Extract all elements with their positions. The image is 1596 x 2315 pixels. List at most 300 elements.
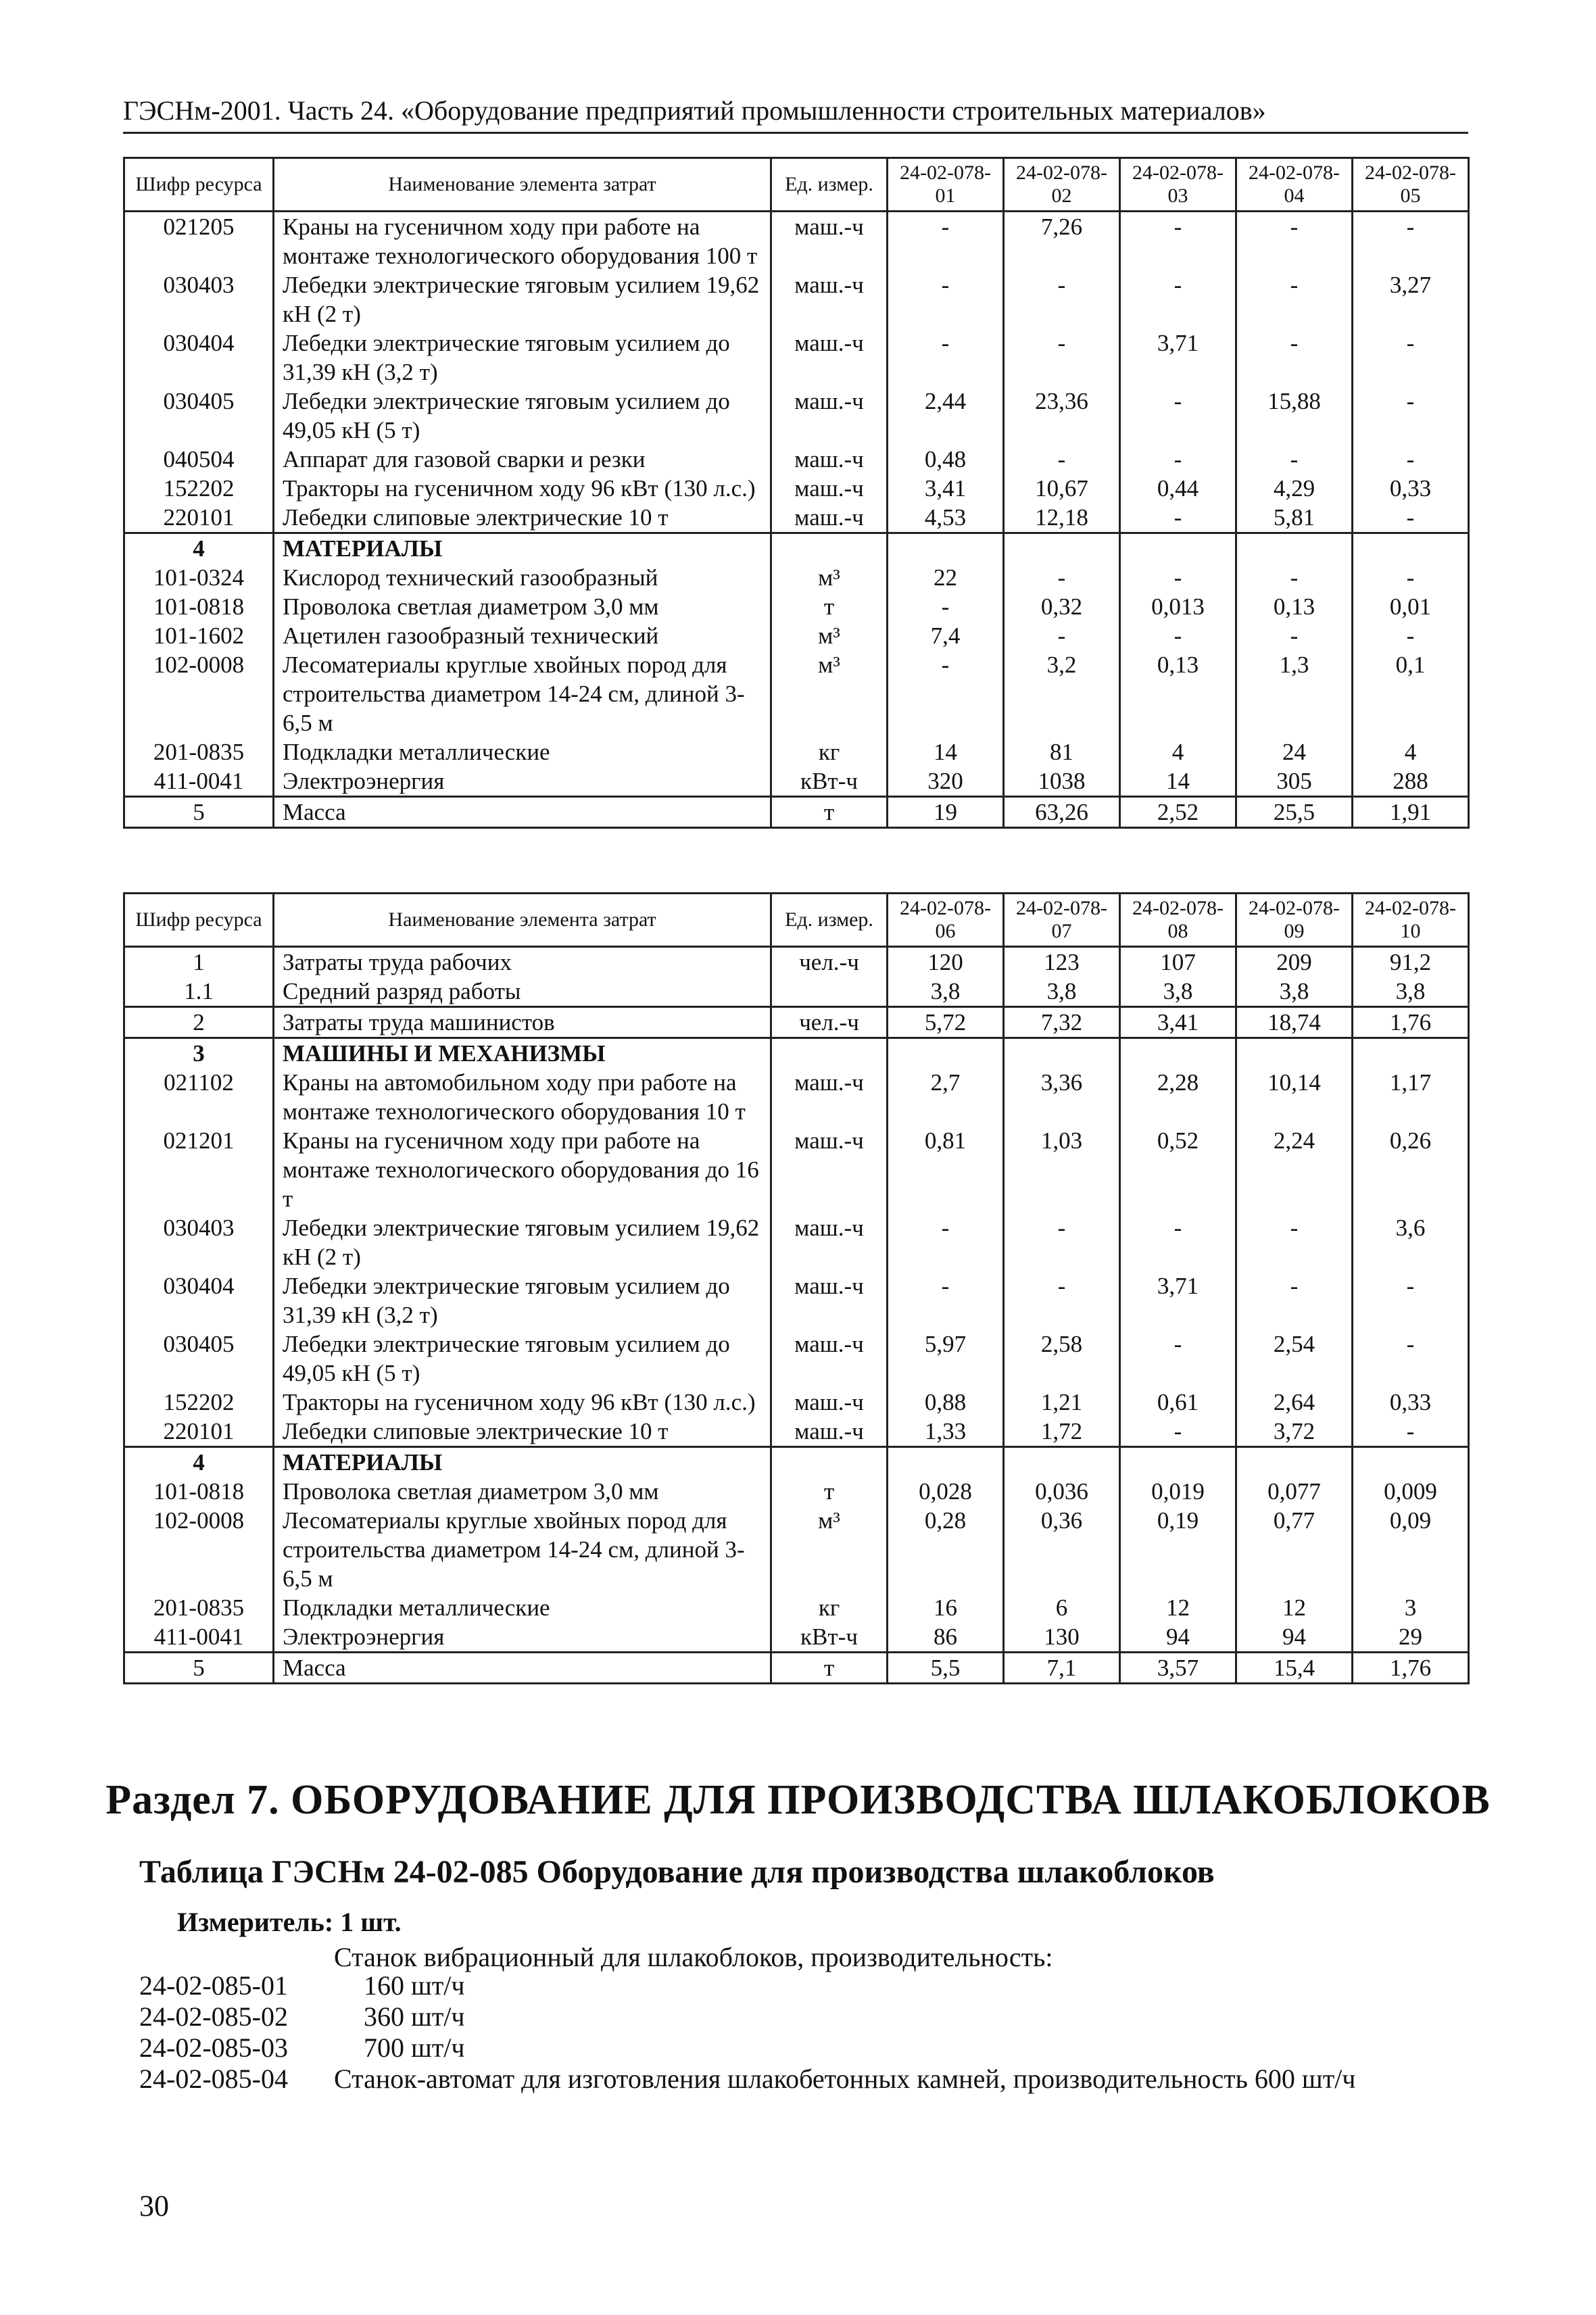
value-cell: 1,76 [1353, 1653, 1469, 1684]
value-cell: 16 [888, 1593, 1004, 1622]
norm-code: 24-02-085-02 [139, 2001, 288, 2032]
value-cell: - [1353, 1417, 1469, 1447]
column-header-norm: 24-02-078-09 [1236, 894, 1353, 947]
resource-name-cell: Аппарат для газовой сварки и резки [274, 445, 771, 474]
value-cell: - [1236, 563, 1353, 592]
value-cell: 3,72 [1236, 1417, 1353, 1447]
value-cell: 3,6 [1353, 1213, 1469, 1271]
value-cell: 4,29 [1236, 474, 1353, 503]
resource-code-cell: 2 [124, 1007, 274, 1038]
resource-code-cell: 030403 [124, 1213, 274, 1271]
value-cell [1353, 1447, 1469, 1478]
value-cell: - [1353, 563, 1469, 592]
value-cell: - [1120, 503, 1236, 533]
table-row [124, 1213, 1469, 1271]
unit-cell: маш.-ч [771, 1330, 888, 1388]
unit-cell: маш.-ч [771, 270, 888, 328]
table-row [124, 1622, 1469, 1653]
resource-table-2 [123, 892, 1470, 1684]
resource-code-cell: 411-0041 [124, 1622, 274, 1653]
value-cell: 81 [1004, 737, 1120, 766]
column-header-name: Наименование элемента затрат [274, 158, 771, 212]
value-cell: 0,019 [1120, 1477, 1236, 1506]
table-row [124, 650, 1469, 737]
column-header-norm: 24-02-078-07 [1004, 894, 1120, 947]
value-cell: 4 [1120, 737, 1236, 766]
value-cell: 0,077 [1236, 1477, 1353, 1506]
resource-name-cell: Затраты труда рабочих [274, 947, 771, 977]
resource-code-cell: 030403 [124, 270, 274, 328]
resource-code-cell: 4 [124, 1447, 274, 1478]
value-cell: 2,58 [1004, 1330, 1120, 1388]
value-cell: 1,76 [1353, 1007, 1469, 1038]
unit-cell: маш.-ч [771, 1388, 888, 1417]
unit-cell: маш.-ч [771, 1126, 888, 1213]
value-cell: 3,8 [1004, 977, 1120, 1007]
column-header-norm: 24-02-078-01 [888, 158, 1004, 212]
value-cell: 209 [1236, 947, 1353, 977]
value-cell: 2,7 [888, 1068, 1004, 1126]
resource-code-cell: 4 [124, 533, 274, 564]
resource-code-cell: 021201 [124, 1126, 274, 1213]
value-cell: 3,8 [888, 977, 1004, 1007]
value-cell: 0,26 [1353, 1126, 1469, 1213]
table-row [124, 1653, 1469, 1684]
resource-name-cell: Затраты труда машинистов [274, 1007, 771, 1038]
table-row [124, 592, 1469, 621]
unit-cell: маш.-ч [771, 1417, 888, 1447]
value-cell: 1038 [1004, 766, 1120, 797]
norm-description: 360 шт/ч [364, 2001, 465, 2032]
unit-cell [771, 1038, 888, 1069]
value-cell: 10,67 [1004, 474, 1120, 503]
value-cell: 2,24 [1236, 1126, 1353, 1213]
value-cell: 24 [1236, 737, 1353, 766]
unit-cell: м³ [771, 563, 888, 592]
value-cell: 123 [1004, 947, 1120, 977]
value-cell: - [1236, 1271, 1353, 1330]
column-header-unit: Ед. измер. [771, 894, 888, 947]
table-header [124, 894, 1469, 947]
value-cell: 3,36 [1004, 1068, 1120, 1126]
value-cell: - [888, 270, 1004, 328]
value-cell: 6 [1004, 1593, 1120, 1622]
value-cell: 0,77 [1236, 1506, 1353, 1593]
value-cell: 0,81 [888, 1126, 1004, 1213]
value-cell: 1,72 [1004, 1417, 1120, 1447]
value-cell: 3,8 [1120, 977, 1236, 1007]
value-cell: 0,36 [1004, 1506, 1120, 1593]
value-cell: - [888, 1271, 1004, 1330]
value-cell: 0,13 [1120, 650, 1236, 737]
value-cell: - [1353, 503, 1469, 533]
code-list-item [139, 2064, 1355, 2095]
value-cell: 320 [888, 766, 1004, 797]
value-cell: - [1004, 328, 1120, 387]
value-cell: - [1004, 1271, 1120, 1330]
value-cell: 0,52 [1120, 1126, 1236, 1213]
resource-name-cell: Тракторы на гусеничном ходу 96 кВт (130 л.с.) [274, 1388, 771, 1417]
resource-name-cell: Подкладки металлические [274, 737, 771, 766]
resource-name-cell: Краны на автомобильном ходу при работе на монтаже технологического оборудования 10 т [274, 1068, 771, 1126]
unit-cell: маш.-ч [771, 445, 888, 474]
value-cell: 25,5 [1236, 797, 1353, 828]
value-cell: 5,97 [888, 1330, 1004, 1388]
table-row [124, 445, 1469, 474]
column-header-name: Наименование элемента затрат [274, 894, 771, 947]
resource-name-cell: Проволока светлая диаметром 3,0 мм [274, 1477, 771, 1506]
resource-name-cell: Лебедки электрические тяговым усилием до 49,05 кН (5 т) [274, 387, 771, 445]
resource-code-cell: 101-0324 [124, 563, 274, 592]
table-row [124, 1593, 1469, 1622]
resource-name-cell: Лесоматериалы круглые хвойных пород для строительства диаметром 14-24 см, длиной 3-6,5 м [274, 650, 771, 737]
resource-code-cell: 101-1602 [124, 621, 274, 650]
unit-cell [771, 1447, 888, 1478]
value-cell: 0,028 [888, 1477, 1004, 1506]
value-cell: - [1120, 387, 1236, 445]
value-cell [1236, 1038, 1353, 1069]
value-cell: 0,88 [888, 1388, 1004, 1417]
value-cell: 5,5 [888, 1653, 1004, 1684]
value-cell: 5,72 [888, 1007, 1004, 1038]
value-cell: - [1236, 621, 1353, 650]
code-list-item [139, 2032, 1355, 2064]
resource-name-cell: Ацетилен газообразный технический [274, 621, 771, 650]
value-cell [1004, 1038, 1120, 1069]
value-cell: - [1120, 1330, 1236, 1388]
unit-cell: чел.-ч [771, 947, 888, 977]
unit-cell: маш.-ч [771, 474, 888, 503]
value-cell: - [1120, 270, 1236, 328]
value-cell: 18,74 [1236, 1007, 1353, 1038]
table-row [124, 212, 1469, 271]
value-cell: - [1236, 212, 1353, 271]
table-row [124, 766, 1469, 797]
value-cell: 7,4 [888, 621, 1004, 650]
column-header-norm: 24-02-078-05 [1353, 158, 1469, 212]
table-title: Таблица ГЭСНм 24-02-085 Оборудование для производства шлакоблоков [139, 1854, 1215, 1890]
value-cell: - [1236, 270, 1353, 328]
value-cell: - [1353, 387, 1469, 445]
value-cell: 2,44 [888, 387, 1004, 445]
resource-name-cell: Электроэнергия [274, 1622, 771, 1653]
value-cell: - [888, 592, 1004, 621]
table-row [124, 947, 1469, 977]
value-cell: - [1120, 212, 1236, 271]
value-cell: 1,3 [1236, 650, 1353, 737]
resource-name-cell: МАТЕРИАЛЫ [274, 1447, 771, 1478]
value-cell: 19 [888, 797, 1004, 828]
value-cell: 0,09 [1353, 1506, 1469, 1593]
column-header-norm: 24-02-078-03 [1120, 158, 1236, 212]
resource-code-cell: 102-0008 [124, 1506, 274, 1593]
value-cell: 4 [1353, 737, 1469, 766]
equipment-intro: Станок вибрационный для шлакоблоков, производительность: [334, 1942, 1053, 1972]
resource-name-cell: Тракторы на гусеничном ходу 96 кВт (130 л.с.) [274, 474, 771, 503]
value-cell: - [888, 1213, 1004, 1271]
column-header-norm: 24-02-078-04 [1236, 158, 1353, 212]
value-cell: 3 [1353, 1593, 1469, 1622]
code-list-item [139, 1970, 1355, 2001]
value-cell: 5,81 [1236, 503, 1353, 533]
resource-code-cell: 102-0008 [124, 650, 274, 737]
column-header-unit: Ед. измер. [771, 158, 888, 212]
value-cell: 120 [888, 947, 1004, 977]
resource-name-cell: Подкладки металлические [274, 1593, 771, 1622]
value-cell: 0,48 [888, 445, 1004, 474]
unit-cell: м³ [771, 621, 888, 650]
resource-code-cell: 152202 [124, 1388, 274, 1417]
resource-code-cell: 101-0818 [124, 592, 274, 621]
norm-code: 24-02-085-04 [139, 2064, 288, 2094]
table-row [124, 1477, 1469, 1506]
value-cell [888, 1038, 1004, 1069]
unit-cell [771, 533, 888, 564]
value-cell: 0,44 [1120, 474, 1236, 503]
table-row [124, 270, 1469, 328]
value-cell: 7,32 [1004, 1007, 1120, 1038]
value-cell: 3,57 [1120, 1653, 1236, 1684]
unit-cell: маш.-ч [771, 1213, 888, 1271]
resource-name-cell: Масса [274, 1653, 771, 1684]
value-cell: 0,009 [1353, 1477, 1469, 1506]
value-cell: 29 [1353, 1622, 1469, 1653]
resource-code-cell: 030405 [124, 1330, 274, 1388]
column-header-code: Шифр ресурса [124, 158, 274, 212]
value-cell: 2,64 [1236, 1388, 1353, 1417]
resource-name-cell: Масса [274, 797, 771, 828]
value-cell: - [1120, 445, 1236, 474]
value-cell: 3,41 [1120, 1007, 1236, 1038]
unit-cell: т [771, 1653, 888, 1684]
resource-name-cell: Лебедки электрические тяговым усилием до 31,39 кН (3,2 т) [274, 328, 771, 387]
unit-cell: маш.-ч [771, 328, 888, 387]
table-row [124, 533, 1469, 564]
resource-name-cell: Лебедки электрические тяговым усилием 19,62 кН (2 т) [274, 1213, 771, 1271]
resource-code-cell: 220101 [124, 1417, 274, 1447]
resource-code-cell: 021205 [124, 212, 274, 271]
resource-name-cell: Проволока светлая диаметром 3,0 мм [274, 592, 771, 621]
value-cell [1353, 533, 1469, 564]
value-cell: 15,88 [1236, 387, 1353, 445]
value-cell [888, 1447, 1004, 1478]
value-cell: - [1004, 270, 1120, 328]
value-cell: 3,2 [1004, 650, 1120, 737]
value-cell: 3,27 [1353, 270, 1469, 328]
value-cell: 14 [888, 737, 1004, 766]
value-cell: - [1236, 445, 1353, 474]
column-header-code: Шифр ресурса [124, 894, 274, 947]
value-cell: 94 [1236, 1622, 1353, 1653]
value-cell: 0,01 [1353, 592, 1469, 621]
value-cell: - [1120, 621, 1236, 650]
value-cell [1353, 1038, 1469, 1069]
table-row [124, 1126, 1469, 1213]
table-row [124, 1506, 1469, 1593]
unit-cell: маш.-ч [771, 1271, 888, 1330]
unit-cell: т [771, 797, 888, 828]
norm-code: 24-02-085-01 [139, 1970, 288, 2001]
table-row [124, 1007, 1469, 1038]
resource-code-cell: 3 [124, 1038, 274, 1069]
value-cell [1120, 533, 1236, 564]
resource-name-cell: Лебедки слиповые электрические 10 т [274, 503, 771, 533]
value-cell: 86 [888, 1622, 1004, 1653]
unit-cell: кВт-ч [771, 766, 888, 797]
value-cell [1236, 533, 1353, 564]
section-title: Раздел 7. ОБОРУДОВАНИЕ ДЛЯ ПРОИЗВОДСТВА ШЛАКОБЛОКОВ [105, 1777, 1491, 1823]
value-cell: - [1353, 445, 1469, 474]
table-row [124, 1330, 1469, 1388]
code-list-item [139, 2001, 1355, 2032]
unit-cell: т [771, 1477, 888, 1506]
code-list [139, 1970, 1355, 2095]
table-row [124, 737, 1469, 766]
resource-code-cell: 040504 [124, 445, 274, 474]
value-cell [1004, 1447, 1120, 1478]
value-cell: - [1004, 621, 1120, 650]
value-cell: - [1353, 328, 1469, 387]
norm-code: 24-02-085-03 [139, 2032, 288, 2063]
value-cell: 4,53 [888, 503, 1004, 533]
value-cell: - [1120, 1213, 1236, 1271]
value-cell: - [888, 212, 1004, 271]
value-cell: 107 [1120, 947, 1236, 977]
value-cell: 3,8 [1236, 977, 1353, 1007]
value-cell: 288 [1353, 766, 1469, 797]
value-cell: - [1004, 445, 1120, 474]
unit-cell: маш.-ч [771, 1068, 888, 1126]
value-cell: 0,013 [1120, 592, 1236, 621]
value-cell: 0,33 [1353, 474, 1469, 503]
value-cell: 12 [1120, 1593, 1236, 1622]
resource-name-cell: Лебедки электрические тяговым усилием до 49,05 кН (5 т) [274, 1330, 771, 1388]
value-cell: 3,71 [1120, 1271, 1236, 1330]
value-cell: 0,28 [888, 1506, 1004, 1593]
unit-cell: кг [771, 1593, 888, 1622]
unit-cell: маш.-ч [771, 387, 888, 445]
column-header-norm: 24-02-078-10 [1353, 894, 1469, 947]
resource-name-cell: Лесоматериалы круглые хвойных пород для строительства диаметром 14-24 см, длиной 3-6,5 м [274, 1506, 771, 1593]
value-cell: - [1353, 1330, 1469, 1388]
page-header: ГЭСНм-2001. Часть 24. «Оборудование предприятий промышленности строительных материалов» [123, 95, 1468, 134]
value-cell: 2,28 [1120, 1068, 1236, 1126]
resource-name-cell: Краны на гусеничном ходу при работе на монтаже технологического оборудования 100 т [274, 212, 771, 271]
resource-code-cell: 5 [124, 797, 274, 828]
norm-description: Станок-автомат для изготовления шлакобетонных камней, производительность 600 шт/ч [334, 2064, 1356, 2094]
table-row [124, 1447, 1469, 1478]
table-row [124, 1271, 1469, 1330]
resource-code-cell: 030404 [124, 1271, 274, 1330]
value-cell: - [1004, 563, 1120, 592]
value-cell: 14 [1120, 766, 1236, 797]
resource-name-cell: Лебедки электрические тяговым усилием 19,62 кН (2 т) [274, 270, 771, 328]
value-cell: - [1353, 212, 1469, 271]
value-cell: - [1120, 1417, 1236, 1447]
value-cell: 130 [1004, 1622, 1120, 1653]
value-cell: 1,33 [888, 1417, 1004, 1447]
value-cell: 0,1 [1353, 650, 1469, 737]
norm-description: 700 шт/ч [364, 2032, 465, 2063]
value-cell: 12,18 [1004, 503, 1120, 533]
resource-table-1 [123, 157, 1470, 829]
table-row [124, 797, 1469, 828]
resource-code-cell: 030404 [124, 328, 274, 387]
unit-cell: кВт-ч [771, 1622, 888, 1653]
table-row [124, 977, 1469, 1007]
value-cell: 0,19 [1120, 1506, 1236, 1593]
value-cell: - [1120, 563, 1236, 592]
table-row [124, 503, 1469, 533]
resource-code-cell: 411-0041 [124, 766, 274, 797]
value-cell [888, 533, 1004, 564]
value-cell: 1,17 [1353, 1068, 1469, 1126]
table-row [124, 328, 1469, 387]
value-cell: 2,52 [1120, 797, 1236, 828]
value-cell: 1,21 [1004, 1388, 1120, 1417]
value-cell: 10,14 [1236, 1068, 1353, 1126]
unit-cell: кг [771, 737, 888, 766]
column-header-norm: 24-02-078-08 [1120, 894, 1236, 947]
column-header-norm: 24-02-078-02 [1004, 158, 1120, 212]
resource-code-cell: 152202 [124, 474, 274, 503]
table-row [124, 563, 1469, 592]
value-cell: 91,2 [1353, 947, 1469, 977]
resource-code-cell: 1 [124, 947, 274, 977]
value-cell: 23,36 [1004, 387, 1120, 445]
value-cell [1120, 1038, 1236, 1069]
value-cell: 15,4 [1236, 1653, 1353, 1684]
unit-cell: маш.-ч [771, 212, 888, 271]
resource-name-cell: МАШИНЫ И МЕХАНИЗМЫ [274, 1038, 771, 1069]
resource-name-cell: Кислород технический газообразный [274, 563, 771, 592]
value-cell: 3,71 [1120, 328, 1236, 387]
norm-description: 160 шт/ч [364, 1970, 465, 2001]
value-cell: 0,32 [1004, 592, 1120, 621]
value-cell: 22 [888, 563, 1004, 592]
unit-cell: чел.-ч [771, 1007, 888, 1038]
table-row [124, 621, 1469, 650]
column-header-norm: 24-02-078-06 [888, 894, 1004, 947]
value-cell: - [1353, 1271, 1469, 1330]
resource-name-cell: Лебедки слиповые электрические 10 т [274, 1417, 771, 1447]
resource-code-cell: 030405 [124, 387, 274, 445]
resource-name-cell: Краны на гусеничном ходу при работе на монтаже технологического оборудования до 16 т [274, 1126, 771, 1213]
value-cell: 94 [1120, 1622, 1236, 1653]
resource-code-cell: 201-0835 [124, 737, 274, 766]
resource-code-cell: 5 [124, 1653, 274, 1684]
value-cell: 0,61 [1120, 1388, 1236, 1417]
resource-name-cell: Электроэнергия [274, 766, 771, 797]
table-row [124, 1417, 1469, 1447]
value-cell: - [888, 328, 1004, 387]
value-cell: - [1004, 1213, 1120, 1271]
resource-code-cell: 021102 [124, 1068, 274, 1126]
resource-code-cell: 1.1 [124, 977, 274, 1007]
unit-cell: маш.-ч [771, 503, 888, 533]
value-cell [1120, 1447, 1236, 1478]
resource-name-cell: Средний разряд работы [274, 977, 771, 1007]
value-cell [1004, 533, 1120, 564]
value-cell: 1,91 [1353, 797, 1469, 828]
measure-unit: Измеритель: 1 шт. [177, 1907, 402, 1937]
value-cell: 7,26 [1004, 212, 1120, 271]
value-cell: 12 [1236, 1593, 1353, 1622]
resource-code-cell: 101-0818 [124, 1477, 274, 1506]
value-cell: - [1236, 328, 1353, 387]
value-cell: 0,036 [1004, 1477, 1120, 1506]
table-row [124, 1388, 1469, 1417]
